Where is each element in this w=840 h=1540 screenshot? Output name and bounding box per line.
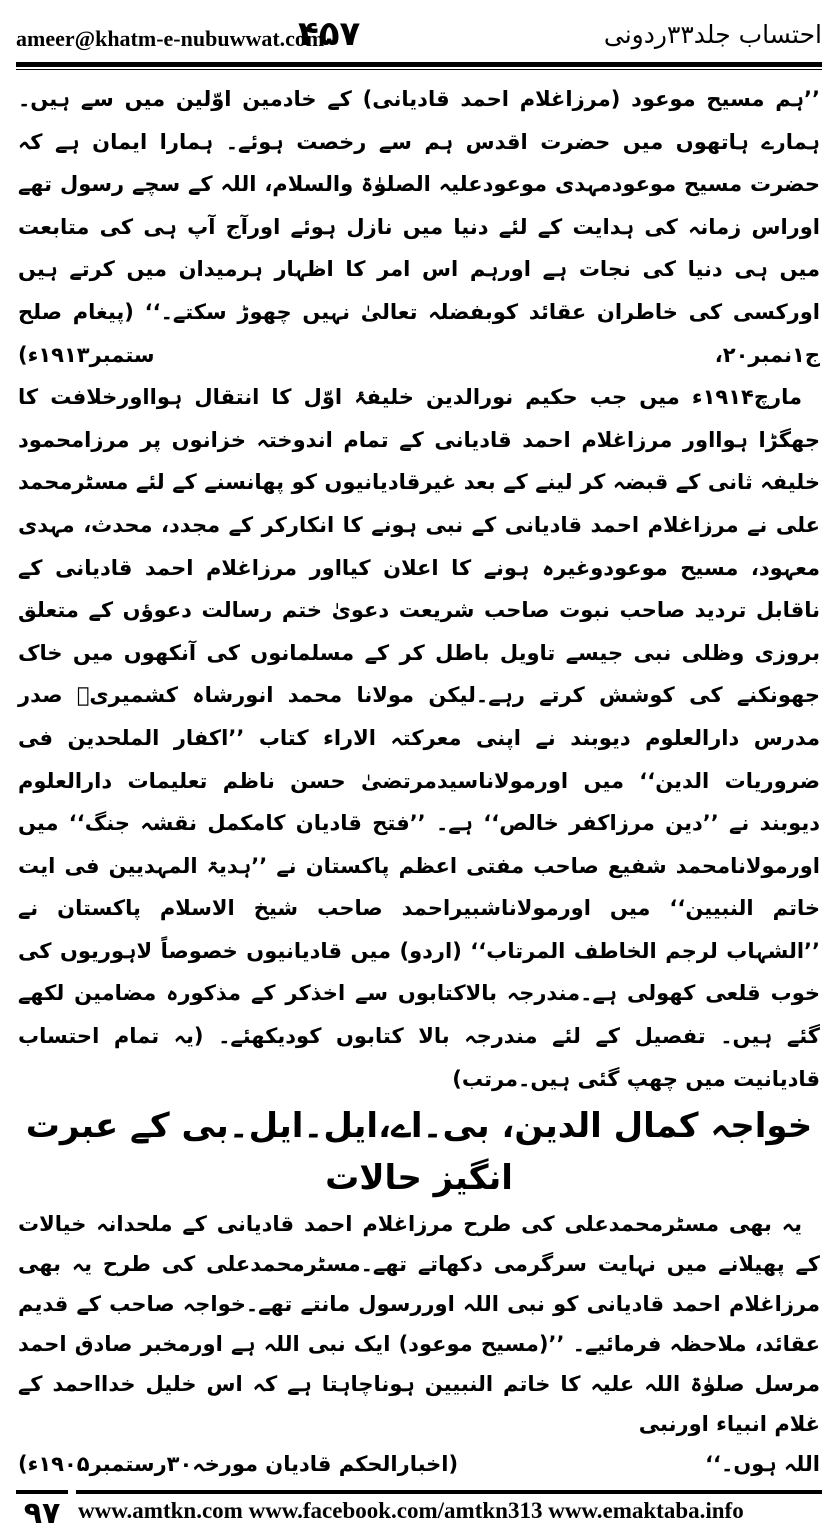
page-body xyxy=(18,78,820,1484)
section-closing-line xyxy=(18,1444,820,1484)
section-heading: خواجہ کمال الدین، بی۔اے،ایل۔ایل۔بی کے عبرت انگیز حالات xyxy=(25,1106,813,1199)
page-footer xyxy=(16,1490,822,1534)
quote-paragraph: ’’ہم مسیح موعود (مرزاغلام احمد قادیانی) کے خادمین اوّلین میں سے ہیں۔ ہمارے ہاتھوں میں حضرت اقدس ہم سے رخصت ہوئے۔ ہمارا ایمان ہے کہ حضرت مسیح موعودمہدی موعودعلیہ الصلوٰۃ والسلام، اللہ کے سچے رسول تھے اوراس زمانہ کی ہدایت کے لئے دنیا میں نازل ہوئے اورآج آپ ہی کی متابعت میں ہی دنیا کی نجات ہے اورہم اس امر کا اظہار ہرمیدان میں کرتے ہیں اورکسی کی خاطران عقائد کوبفضلہ تعالیٰ نہیں چھوڑ سکتے۔‘‘ (پیغام صلح ج۱نمبر۲۰، ستمبر۱۹۱۳ء) xyxy=(18,87,820,367)
header-email: ameer@khatm-e-nubuwwat.com xyxy=(16,26,325,51)
page-header xyxy=(16,10,822,60)
footer-rule xyxy=(76,1490,822,1494)
footer-page-number: ۹۷ xyxy=(16,1490,68,1534)
header-page-number: ۴۵۷ xyxy=(298,14,361,54)
section-last-line: اللہ ہوں۔‘‘ xyxy=(705,1452,820,1477)
header-running-title: احتساب جلد۳۳ردونی xyxy=(603,20,822,49)
header-rule-thin xyxy=(16,69,822,70)
history-paragraph: مارچ۱۹۱۴ء میں جب حکیم نورالدین خلیفۂ اوّل کا انتقال ہوااورخلافت کا جھگڑا ہوااور مرزاغلام احمد قادیانی کے تمام اندوختہ خزانوں پر مرزامحمود خلیفہ ثانی کے قبضہ کر لینے کے بعد غیرقادیانیوں کو پھانسنے کے لئے مسٹرمحمد علی نے مرزاغلام احمد قادیانی کے نبی ہونے کا انکارکر کے مجدد، محدث، مہدی معہود، مسیح موعودوغیرہ ہونے کا اعلان کیااور مرزاغلام احمد قادیانی کے ناقابل تردید صاحب نبوت صاحب شریعت دعویٰ ختم رسالت دعوؤں کے متعلق بروزی وظلی نبی جیسے تاویل باطل کر کے مسلمانوں کی آنکھوں میں خاک جھونکنے کی کوشش کرتے رہے۔لیکن مولانا محمد انورشاہ کشمیریؒ صدر مدرس دارالعلوم دیوبند نے اپنی معرکتہ الاراء کتاب ’’اکفار الملحدین فی ضروریات الدین‘‘ میں اورمولاناسیدمرتضیٰ حسن ناظم تعلیمات دارالعلوم دیوبند نے ’’دین مرزاکفر خالص‘‘ ہے۔ ’’فتح قادیان کامکمل نقشہ جنگ‘‘ میں اورمولانامحمد شفیع صاحب مفتی اعظم پاکستان نے ’’ہدیۃ المہدیین فی ایت خاتم النبیین‘‘ میں اورمولاناشبیراحمد صاحب شیخ الاسلام پاکستان نے ’’الشہاب لرجم الخاطف المرتاب‘‘ (اردو) میں قادیانیوں خصوصاً لاہوریوں کی خوب قلعی کھولی ہے۔مندرجہ بالاکتابوں سے اخذکر کے مذکورہ مضامین لکھے گئے ہیں۔ تفصیل کے لئے مندرجہ بالا کتابوں کودیکھئے۔ (یہ تمام احتساب قادیانیت میں چھپ گئی ہیں۔مرتب) xyxy=(18,385,820,1091)
footer-urls: www.amtkn.com www.facebook.com/amtkn313 www.emaktaba.info xyxy=(78,1498,744,1523)
section-paragraph: یہ بھی مسٹرمحمدعلی کی طرح مرزاغلام احمد قادیانی کے ملحدانہ خیالات کے پھیلانے میں نہایت سرگرمی دکھاتے تھے۔مسٹرمحمدعلی کی طرح یہ بھی مرزاغلام احمد قادیانی کو نبی اللہ اوررسول مانتے تھے۔خواجہ صاحب کے قدیم عقائد، ملاحظہ فرمائیے۔ ’’(مسیح موعود) ایک نبی اللہ ہے اورمخبر صادق احمد مرسل صلوٰۃ اللہ علیہ کا خاتم النبیین ہوناچاہتا ہے کہ اس خلیل خدااحمد کے غلام انبیاء اورنبی xyxy=(18,1212,820,1437)
section-citation: (اخبارالحکم قادیان مورخہ۳۰رستمبر۱۹۰۵ء) xyxy=(18,1452,459,1477)
header-rule-thick xyxy=(16,62,822,67)
